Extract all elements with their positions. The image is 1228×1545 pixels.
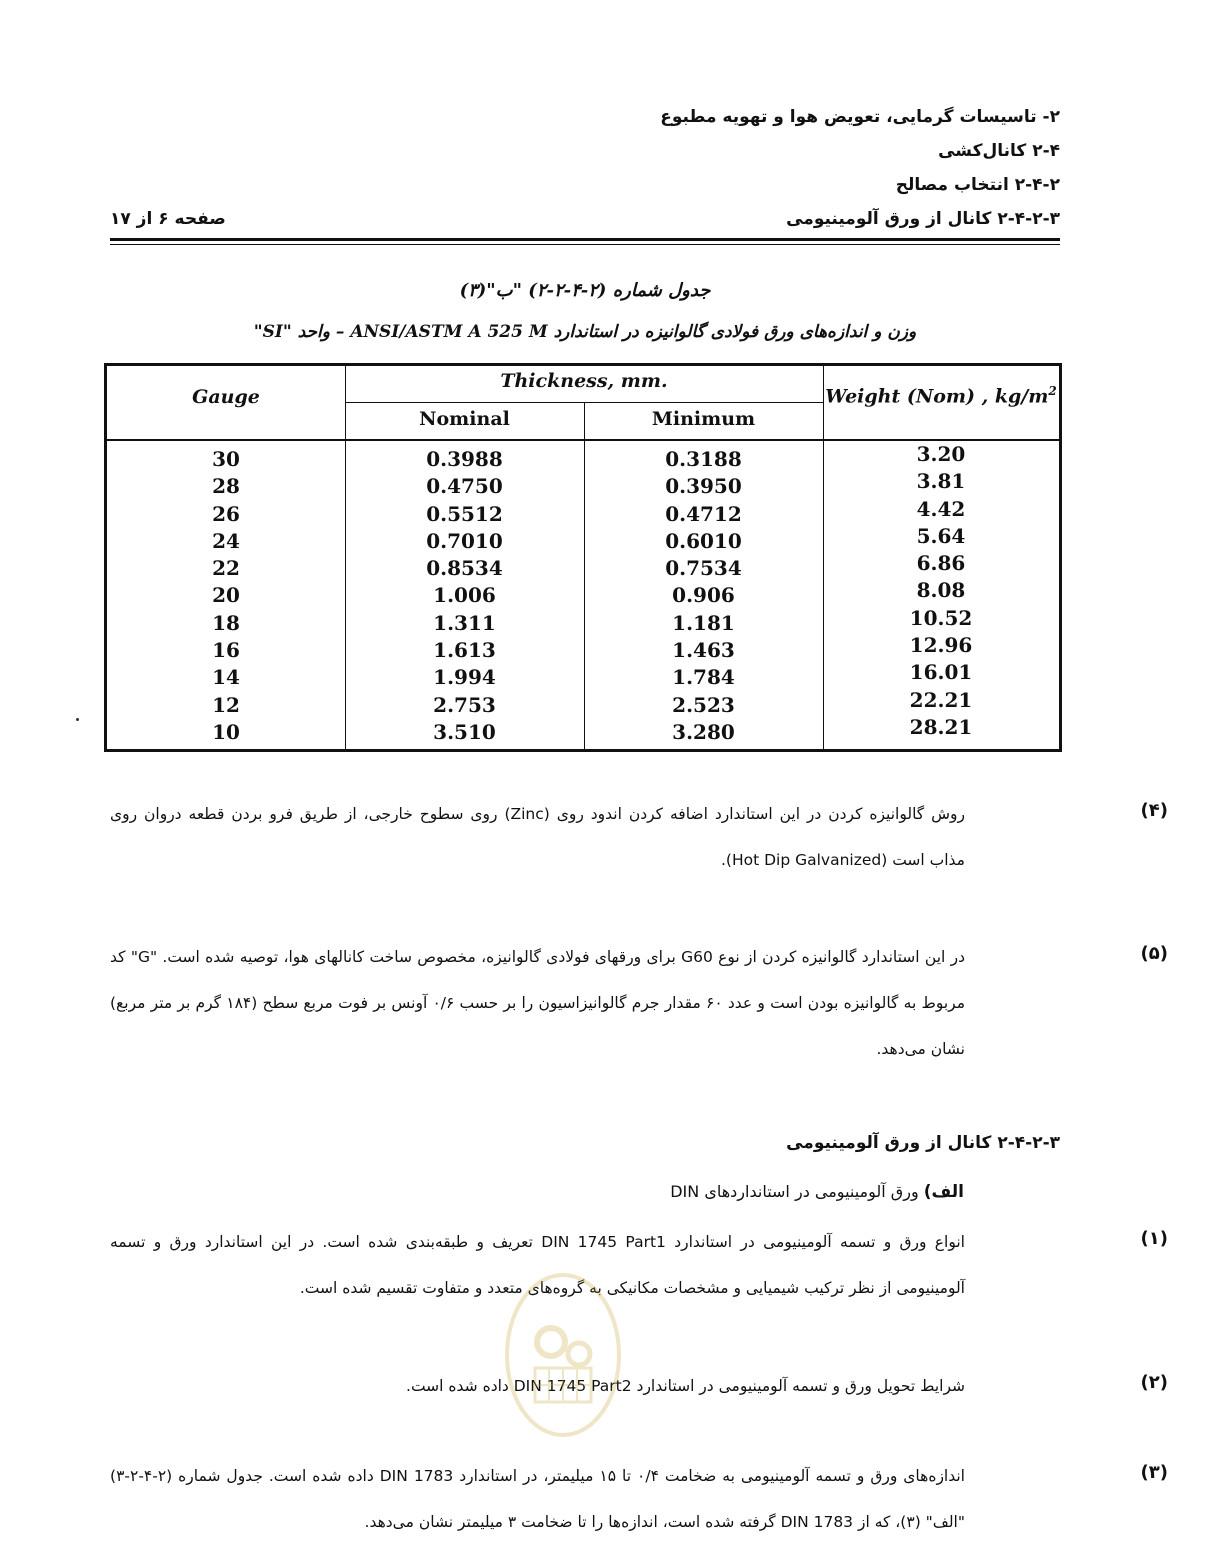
cell-gauge: 22 [212, 556, 240, 581]
cell-weight: 22.21 [909, 687, 973, 712]
cell-gauge: 12 [212, 692, 240, 717]
cell-nominal: 1.994 [433, 665, 496, 690]
cell-minimum: 0.906 [672, 583, 735, 608]
galvanized-sheet-table [104, 363, 1062, 752]
header-weight [823, 384, 1059, 407]
header-rule-thick [110, 238, 1060, 241]
subsection-a [670, 1182, 964, 1202]
cell-minimum: 0.3188 [665, 447, 742, 471]
table-divider [345, 402, 823, 403]
header-last-row [110, 202, 1060, 236]
document-header [110, 100, 1060, 236]
item-2-text: شرایط تحویل ورق و تسمه آلومینیومی در استاندارد DIN 1745 Part2 داده شده است. [406, 1377, 965, 1395]
cell-nominal: 0.5512 [426, 501, 503, 526]
cell-nominal: 0.3988 [426, 447, 503, 471]
note-4-label: (۴) [1140, 800, 1168, 821]
header-rule-thin [110, 244, 1060, 245]
cell-minimum: 1.181 [672, 610, 735, 635]
cell-gauge: 26 [212, 501, 240, 526]
cell-nominal: 1.006 [433, 583, 496, 608]
page-number: صفحه ۶ از ۱۷ [110, 209, 226, 229]
cell-weight: 28.21 [909, 714, 973, 739]
cell-weight: 12.96 [909, 633, 973, 658]
header-weight-exponent: 2 [1048, 384, 1057, 398]
cell-nominal: 0.7010 [426, 528, 503, 553]
cell-weight: 16.01 [909, 660, 973, 685]
item-2-label: (۲) [1140, 1372, 1168, 1393]
cell-nominal: 0.8534 [426, 556, 503, 581]
cell-nominal: 1.613 [433, 638, 496, 663]
header-chapter: ۲- تاسیسات گرمایی، تعویض هوا و تهویه مطبوع [660, 107, 1060, 127]
cell-gauge: 16 [212, 638, 240, 663]
cell-minimum: 0.7534 [665, 556, 742, 581]
column-nominal [345, 446, 584, 746]
cell-minimum: 0.4712 [665, 501, 742, 526]
header-section: ۲-۴ کانال‌کشی [938, 141, 1060, 161]
cell-gauge: 18 [212, 610, 240, 635]
cell-nominal: 1.311 [433, 610, 496, 635]
note-5-label: (۵) [1140, 943, 1168, 964]
cell-nominal: 2.753 [433, 692, 496, 717]
item-3-text: اندازه‌های ورق و تسمه آلومینیومی به ضخامت ۰/۴ تا ۱۵ میلیمتر، در استاندارد DIN 1783 داده شده است. جدول شماره (۲-۴-۲-۳) "الف" (۳)، که از DIN 1783 گرفته شده است، اندازه‌ها را تا ضخامت ۳ میلیمتر نشان می‌دهد. [110, 1467, 965, 1531]
watermark-logo [503, 1270, 623, 1440]
header-minimum: Minimum [651, 408, 756, 430]
cell-nominal: 0.4750 [426, 474, 503, 499]
cell-minimum: 1.463 [672, 638, 735, 663]
subsection-a-text: ورق آلومینیومی در استانداردهای DIN [670, 1182, 919, 1201]
item-1-text: انواع ورق و تسمه آلومینیومی در استاندارد DIN 1745 Part1 تعریف و طبقه‌بندی شده است. در این استاندارد ورق و تسمه آلومینیومی از نظر ترکیب شیمیایی و مشخصات مکانیکی به گروه‌های متعدد و متفاوت تقسیم شده است. [110, 1233, 965, 1297]
cell-gauge: 20 [212, 583, 240, 608]
column-gauge [107, 446, 345, 746]
cell-weight: 8.08 [916, 578, 966, 603]
cell-weight: 3.81 [916, 469, 966, 494]
cell-minimum: 0.3950 [665, 474, 742, 499]
cell-minimum: 1.784 [672, 665, 735, 690]
column-minimum [584, 446, 823, 746]
column-weight [823, 441, 1059, 741]
cell-gauge: 30 [212, 447, 240, 471]
cell-weight: 4.42 [916, 496, 966, 521]
cell-nominal: 3.510 [433, 719, 496, 744]
cell-minimum: 2.523 [672, 692, 735, 717]
header-weight-label: Weight (Nom) , kg/m [825, 385, 1049, 408]
scan-speck [76, 718, 79, 721]
header-subsubsection: ۲-۴-۲-۳ کانال از ورق آلومینیومی [786, 209, 1060, 229]
item-1-label: (۱) [1140, 1228, 1168, 1249]
cell-weight: 5.64 [916, 523, 966, 548]
cell-minimum: 0.6010 [665, 528, 742, 553]
cell-minimum: 3.280 [672, 719, 735, 744]
table-subtitle: وزن و اندازه‌های ورق فولادی گالوانیزه در استاندارد ANSI/ASTM A 525 M – واحد "SI" [253, 322, 917, 342]
note-4-text: روش گالوانیزه کردن در این استاندارد اضافه کردن اندود روی (Zinc) روی سطوح خارجی، از طریق فرو بردن قطعه دروان روی مذاب است (Hot Dip Galvanized). [110, 805, 965, 869]
cell-weight: 6.86 [916, 551, 966, 576]
cell-weight: 10.52 [909, 605, 973, 630]
table-title: جدول شماره (۲-۴-۲-۲) "ب"(۳) [459, 280, 711, 301]
cell-gauge: 28 [212, 474, 240, 499]
section-title: ۲-۴-۲-۳ کانال از ورق آلومینیومی [786, 1133, 1060, 1153]
subsection-a-label: الف) [923, 1182, 964, 1202]
item-3-label: (۳) [1140, 1462, 1168, 1483]
cell-gauge: 24 [212, 528, 240, 553]
cell-weight: 3.20 [916, 442, 966, 466]
header-gauge: Gauge [192, 386, 260, 408]
header-nominal: Nominal [419, 408, 510, 430]
cell-gauge: 10 [212, 719, 240, 744]
cell-gauge: 14 [212, 665, 240, 690]
header-thickness: Thickness, mm. [500, 370, 668, 392]
note-5-text: در این استاندارد گالوانیزه کردن از نوع G60 برای ورقهای فولادی گالوانیزه، مخصوص ساخت کانالهای هوا، توصیه شده است. "G" کد مربوط به گالوانیزه بودن است و عدد ۶۰ مقدار جرم گالوانیزاسیون را بر حسب ۰/۶ آونس بر فوت مربع سطح (۱۸۴ گرم بر متر مربع) نشان می‌دهد. [110, 948, 966, 1058]
header-subsection: ۲-۴-۲ انتخاب مصالح [895, 175, 1060, 195]
